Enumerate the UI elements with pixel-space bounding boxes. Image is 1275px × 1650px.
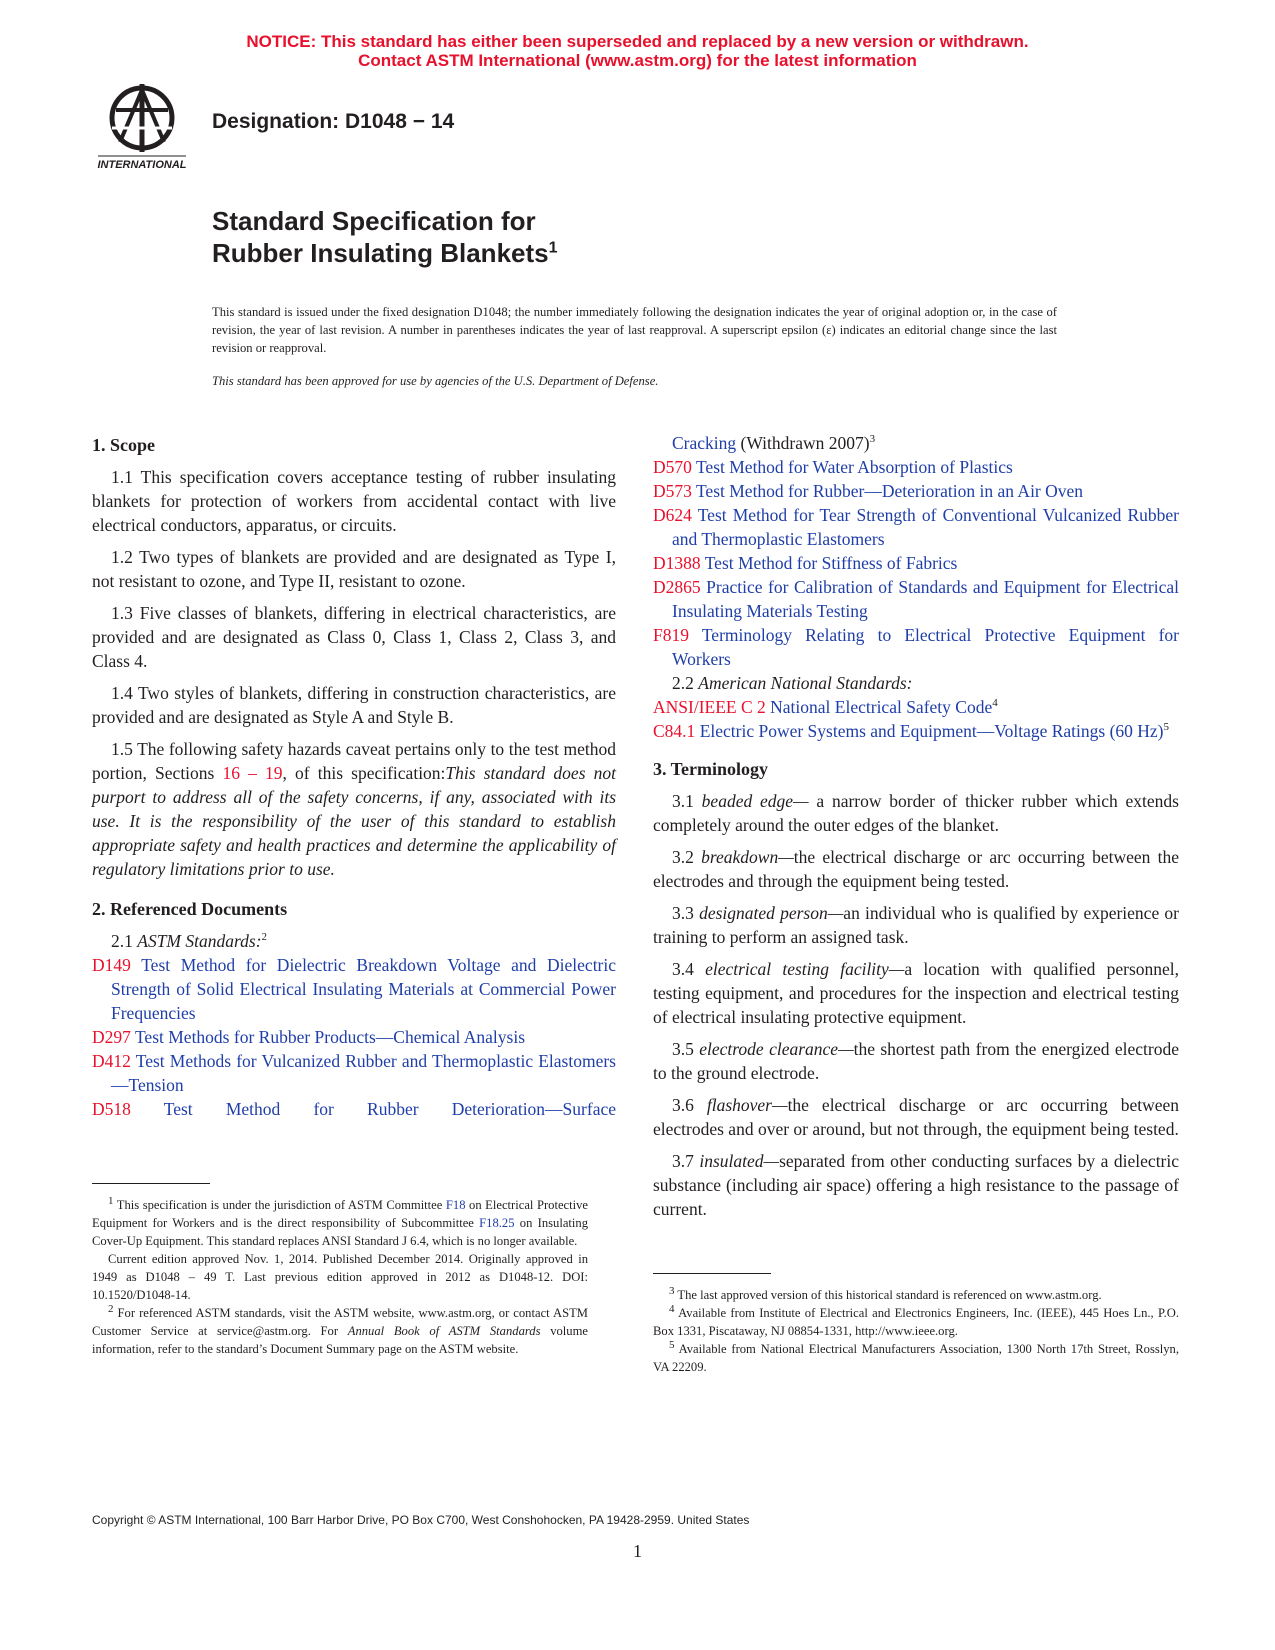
term-definition: the electrical discharge or arc occurring between the electrodes and through the equipment being tested. <box>653 847 1180 891</box>
footnote-2-mark: 2 <box>108 1302 114 1315</box>
term-num: 3.7 <box>672 1151 700 1171</box>
terminology-list <box>653 789 1179 1221</box>
reference-d518-continued[interactable] <box>653 431 1179 455</box>
term-num: 3.5 <box>672 1039 700 1059</box>
ref-title[interactable]: Test Method for Stiffness of Fabrics <box>704 553 958 573</box>
document-title <box>212 205 558 269</box>
term-definition: a location with qualified personnel, testing equipment, and procedures for the inspection and electrical testing of electrical insulating protective equipment. <box>653 959 1180 1027</box>
term-definition: a narrow border of thicker rubber which extends completely around the outer edges of the blanket. <box>653 791 1179 835</box>
subsection-2-1 <box>92 929 616 953</box>
preamble: This standard is issued under the fixed designation D1048; the number immediately following the designation indicates the year of original adoption or, in the case of revision, the year of last revision. A number in parentheses indicates the year of last reapproval. A superscript epsilon (ε) indicates an editorial change since the last revision or reapproval. <box>212 305 1057 355</box>
footnote-5-mark: 5 <box>669 1338 675 1351</box>
paragraph-1-1: 1.1 This specification covers acceptance testing of rubber insulating blankets for protection of workers from accidental contact with live electrical conductors, apparatus, or circuits. <box>92 467 616 535</box>
title-line-2 <box>212 237 558 269</box>
title-footnote-mark: 1 <box>548 239 558 257</box>
footnote-4-mark: 4 <box>669 1302 675 1315</box>
paragraph-1-2: 1.2 Two types of blankets are provided and are designated as Type I, not resistant to ozone, and Type II, resistant to ozone. <box>92 547 616 591</box>
sections-link[interactable]: 16 – 19 <box>222 763 283 783</box>
ref-code[interactable]: F819 <box>653 625 689 645</box>
footnote-4 <box>653 1304 1179 1340</box>
notice-line-2: Contact ASTM International (www.astm.org) for the latest information <box>358 51 917 70</box>
section-heading-referenced-documents: 2. Referenced Documents <box>92 899 288 919</box>
subsection-2-2-num: 2.2 <box>672 673 699 693</box>
footnote-1-c: on Insulating Cover-Up Equipment. This standard replaces ANSI Standard J 6.4, which is no longer available. <box>92 1216 589 1248</box>
title-line-1: Standard Specification for <box>212 206 536 236</box>
ref-title[interactable]: Test Methods for Vulcanized Rubber and Thermoplastic Elastomers—Tension <box>111 1051 616 1095</box>
ref-code[interactable]: C84.1 <box>653 721 696 741</box>
term-3-4 <box>653 957 1179 1029</box>
ref-code[interactable]: D1388 <box>653 553 701 573</box>
ref-mark: 5 <box>1163 721 1170 734</box>
footnote-1-a: This specification is under the jurisdiction of ASTM Committee <box>113 1198 446 1212</box>
term-definition: separated from other conducting surfaces by a dielectric substance (including air space) offering a high resistance to the passage of current. <box>653 1151 1180 1219</box>
ref-title[interactable]: National Electrical Safety Code <box>770 697 993 717</box>
footnote-3 <box>653 1286 1179 1304</box>
ref-title[interactable]: Test Method for Rubber—Deterioration in an Air Oven <box>695 481 1084 501</box>
footnotes-left <box>92 1196 588 1358</box>
footnote-2-b: volume information, refer to the standard’s Document Summary page on the ASTM website. <box>92 1324 588 1356</box>
reference-d1388[interactable] <box>653 551 1179 575</box>
footnotes-right <box>653 1286 1179 1376</box>
reference-f819[interactable] <box>653 623 1179 671</box>
reference-d573[interactable] <box>653 479 1179 503</box>
ref-code[interactable]: D149 <box>92 955 131 975</box>
reference-d570[interactable] <box>653 455 1179 479</box>
copyright-line: Copyright © ASTM International, 100 Barr Harbor Drive, PO Box C700, West Conshohocken, PA 19428-2959. United States <box>92 1513 750 1527</box>
footnote-rule-left <box>92 1183 210 1184</box>
ref-title-continued[interactable]: Cracking <box>672 433 737 453</box>
subsection-2-2-label: American National Standards: <box>698 673 913 693</box>
ref-title[interactable]: Test Method for Dielectric Breakdown Voltage and Dielectric Strength of Solid Electrical Insulating Materials at Commercial Power Frequencies <box>111 955 617 1023</box>
footnote-1-edition: Current edition approved Nov. 1, 2014. Published December 2014. Originally approved in 1949 as D1048 – 49 T. Last previous edition approved in 2012 as D1048-12. DOI: 10.1520/D1048-14. <box>92 1252 588 1302</box>
astm-reference-list <box>92 953 616 1121</box>
reference-ansi-ieee-c2[interactable] <box>653 695 1179 719</box>
title-text: Rubber Insulating Blankets <box>212 238 549 268</box>
reference-c84-1[interactable] <box>653 719 1179 743</box>
ref-code[interactable]: D518 <box>92 1099 131 1119</box>
ref-title[interactable]: Test Method for Rubber Deterioration—Surface <box>163 1099 616 1119</box>
section-heading-scope: 1. Scope <box>92 435 155 455</box>
ref-code[interactable]: D297 <box>92 1027 131 1047</box>
term-num: 3.6 <box>672 1095 707 1115</box>
ref-code[interactable]: ANSI/IEEE C 2 <box>653 697 766 717</box>
term-num: 3.4 <box>672 959 706 979</box>
ref-title[interactable]: Test Method for Water Absorption of Plastics <box>695 457 1013 477</box>
section-heading-terminology: 3. Terminology <box>653 759 769 779</box>
ref-title[interactable]: Test Methods for Rubber Products—Chemical Analysis <box>134 1027 526 1047</box>
footnote-1 <box>92 1196 588 1250</box>
term-3-2 <box>653 845 1179 893</box>
term-name: breakdown— <box>701 847 794 867</box>
reference-d297[interactable] <box>92 1025 616 1049</box>
ref-code[interactable]: D573 <box>653 481 692 501</box>
left-column <box>92 433 616 1121</box>
ref-title[interactable]: Terminology Relating to Electrical Protective Equipment for Workers <box>672 625 1179 669</box>
ref-code[interactable]: D412 <box>92 1051 131 1071</box>
term-name: insulated— <box>699 1151 780 1171</box>
footnote-1-b: on Electrical Protective Equipment for Workers and is the direct responsibility of Subcommittee <box>92 1198 589 1230</box>
subcommittee-f18-25-link[interactable]: F18.25 <box>479 1216 515 1230</box>
term-num: 3.1 <box>672 791 702 811</box>
safety-caveat: This standard does not purport to address all of the safety concerns, if any, associated with its use. It is the responsibility of the user of this standard to establish appropriate safety and health practices and determine the applicability of regulatory limitations prior to use. <box>92 763 616 879</box>
designation: Designation: D1048 − 14 <box>212 110 455 133</box>
ref-code[interactable]: D624 <box>653 505 692 525</box>
footnote-2 <box>92 1304 588 1358</box>
term-3-7 <box>653 1149 1179 1221</box>
notice-line-1: NOTICE: This standard has either been superseded and replaced by a new version or withdrawn. <box>246 32 1029 51</box>
ref-title[interactable]: Practice for Calibration of Standards and Equipment for Electrical Insulating Materials Testing <box>672 577 1179 621</box>
footnote-1-mark: 1 <box>108 1194 114 1207</box>
reference-d518[interactable] <box>92 1097 616 1121</box>
right-column <box>653 431 1179 1229</box>
term-3-1 <box>653 789 1179 837</box>
term-definition: the shortest path from the energized electrode to the ground electrode. <box>653 1039 1179 1083</box>
subsection-2-2 <box>653 671 1179 695</box>
reference-d624[interactable] <box>653 503 1179 551</box>
reference-d149[interactable] <box>92 953 616 1025</box>
ref-title[interactable]: Test Method for Tear Strength of Conventional Vulcanized Rubber and Thermoplastic Elastomers <box>672 505 1179 549</box>
ref-title[interactable]: Electric Power Systems and Equipment—Voltage Ratings (60 Hz) <box>699 721 1164 741</box>
paragraph-1-4: 1.4 Two styles of blankets, differing in construction characteristics, are provided and are designated as Style A and Style B. <box>92 683 616 727</box>
logo-wordmark: INTERNATIONAL <box>97 159 187 171</box>
astm-logo-mark <box>90 82 194 172</box>
term-3-5 <box>653 1037 1179 1085</box>
p5-start: 1.5 The following safety hazards caveat pertains only to the test method portion, Sections <box>92 739 616 783</box>
term-name: electrical testing facility— <box>705 959 905 979</box>
ref-code[interactable]: D570 <box>653 457 692 477</box>
footnote-5-text: Available from National Electrical Manufacturers Association, 1300 North 17th Street, Rosslyn, VA 22209. <box>653 1342 1179 1374</box>
footnote-2-a: For referenced ASTM standards, visit the ASTM website, www.astm.org, or contact ASTM Customer Service at service@astm.org. For <box>92 1306 588 1338</box>
subsection-2-1-num: 2.1 <box>111 931 138 951</box>
subsection-2-1-label: ASTM Standards: <box>137 931 262 951</box>
page-number: 1 <box>633 1541 642 1561</box>
reference-d412[interactable] <box>92 1049 616 1097</box>
term-name: flashover— <box>706 1095 788 1115</box>
subsection-2-1-mark: 2 <box>261 931 268 944</box>
footnote-3-mark: 3 <box>669 1284 675 1297</box>
term-definition: an individual who is qualified by experience or training to perform an assigned task. <box>653 903 1179 947</box>
term-name: electrode clearance— <box>699 1039 854 1059</box>
footnote-3-text: The last approved version of this historical standard is referenced on www.astm.org. <box>674 1288 1102 1302</box>
p5-mid: , of this specification: <box>282 763 446 783</box>
term-num: 3.2 <box>672 847 702 867</box>
footnote-rule-right <box>653 1273 771 1274</box>
ref-mark: 4 <box>992 697 998 710</box>
term-3-6 <box>653 1093 1179 1141</box>
dod-notice: This standard has been approved for use by agencies of the U.S. Department of Defense. <box>212 374 659 388</box>
term-name: beaded edge— <box>701 791 809 811</box>
term-name: designated person— <box>699 903 844 923</box>
committee-f18-link[interactable]: F18 <box>445 1198 466 1212</box>
paragraph-1-3: 1.3 Five classes of blankets, differing in electrical characteristics, are provided and are designated as Class 0, Class 1, Class 2, Class 3, and Class 4. <box>92 603 616 671</box>
term-definition: the electrical discharge or arc occurring between electrodes and over or around, but not through, the equipment being tested. <box>653 1095 1179 1139</box>
withdrawn-mark: 3 <box>869 433 876 446</box>
term-num: 3.3 <box>672 903 700 923</box>
footnote-2-italic: Annual Book of ASTM Standards <box>347 1324 541 1338</box>
supersession-notice <box>0 32 1275 70</box>
footnote-4-text: Available from Institute of Electrical and Electronics Engineers, Inc. (IEEE), 445 Hoes Ln., P.O. Box 1331, Piscataway, NJ 08854-1331, http://www.ieee.org. <box>653 1306 1179 1338</box>
paragraph-1-5 <box>92 737 616 881</box>
withdrawn-note: (Withdrawn 2007) <box>736 433 870 453</box>
astm-logo <box>90 82 194 172</box>
footnote-5 <box>653 1340 1179 1376</box>
reference-d2865[interactable] <box>653 575 1179 623</box>
term-3-3 <box>653 901 1179 949</box>
ref-code[interactable]: D2865 <box>653 577 701 597</box>
